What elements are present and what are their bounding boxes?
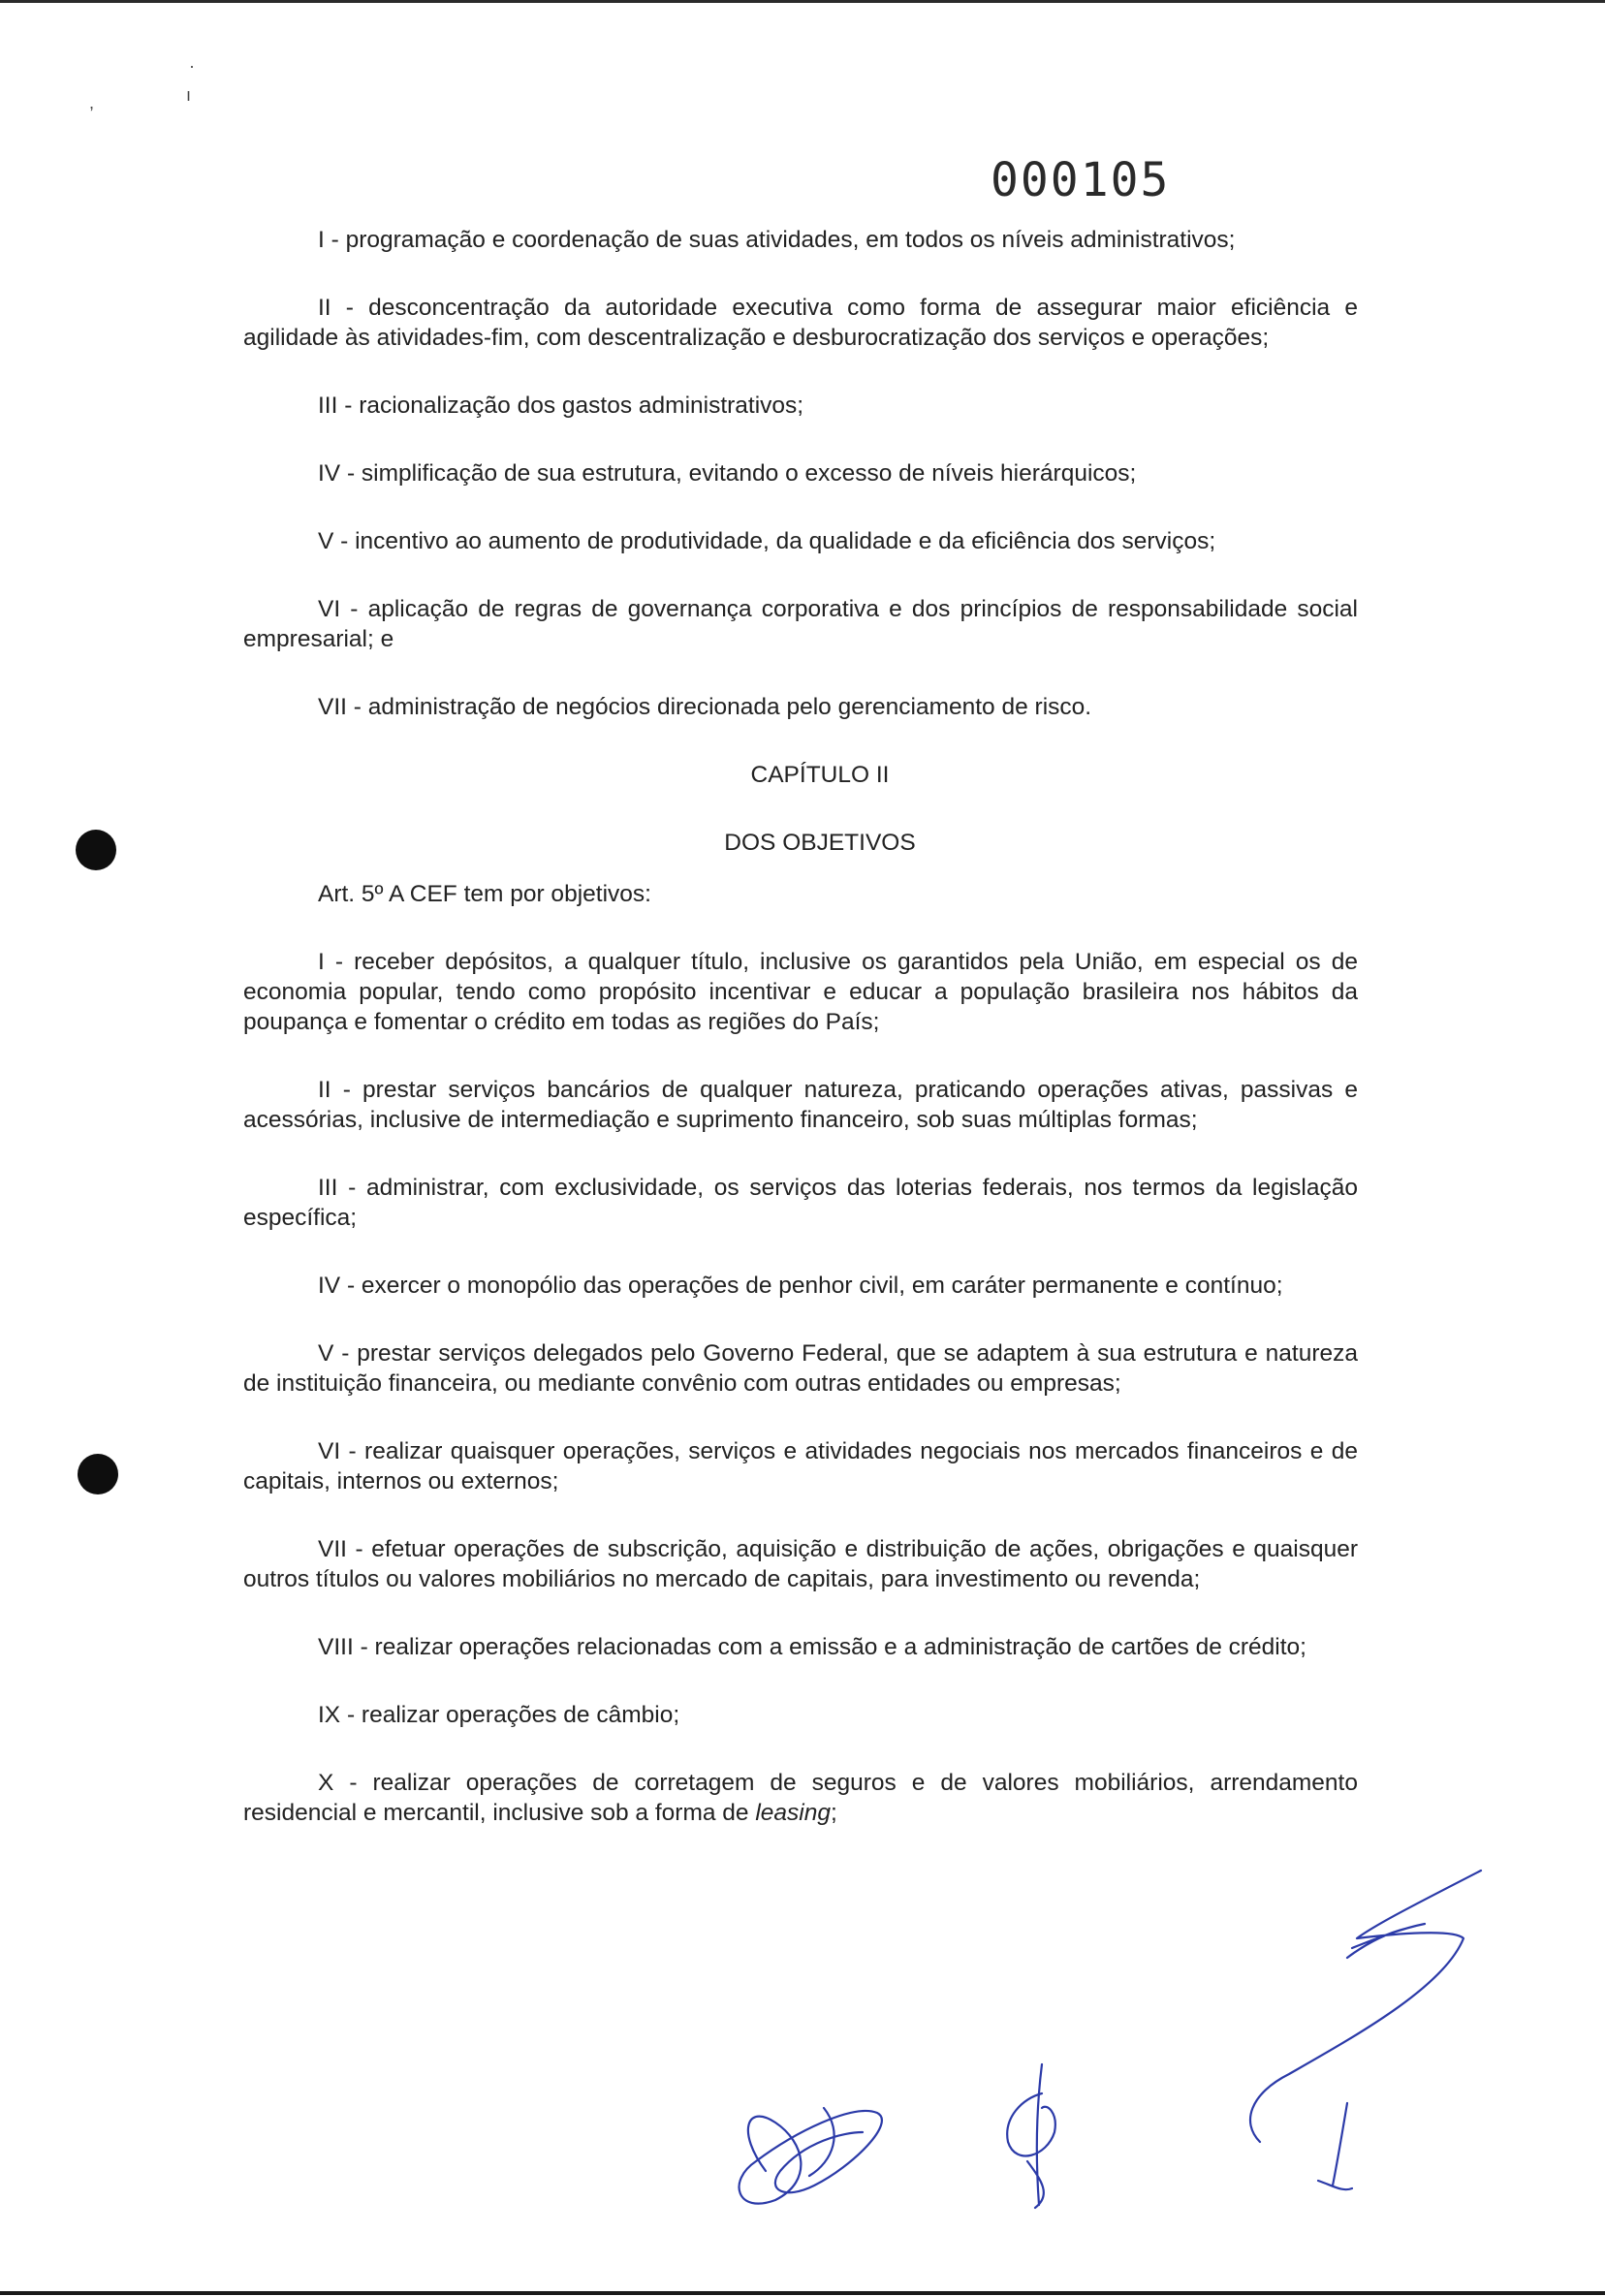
objective-item: III - administrar, com exclusividade, os serviços das loterias federais, nos termos da legislação específica;	[243, 1175, 1358, 1231]
list-item: VI - aplicação de regras de governança corporativa e dos princípios de responsabilidade social empresarial; e	[243, 596, 1358, 652]
list-item: VII - administração de negócios direcionada pelo gerenciamento de risco.	[318, 694, 1092, 720]
list-item: IV - simplificação de sua estrutura, evitando o excesso de níveis hierárquicos;	[318, 460, 1137, 487]
objective-item-last	[243, 1768, 1358, 1828]
article-label: Art. 5º	[318, 881, 384, 907]
scan-top-edge	[0, 0, 1605, 3]
scan-speck: ,	[89, 93, 95, 112]
objective-item: I - receber depósitos, a qualquer título, inclusive os garantidos pela União, em especial os de economia popular, tendo como propósito incentivar e educar a população brasileira nos hábitos da poupança e fomentar o crédito em todas as regiões do País;	[243, 949, 1358, 1035]
binder-hole	[76, 830, 116, 870]
objective-item: VIII - realizar operações relacionadas com a emissão e a administração de cartões de crédito;	[318, 1634, 1306, 1660]
list-item: V - incentivo ao aumento de produtividade, da qualidade e da eficiência dos serviços;	[318, 528, 1216, 554]
objective-item: VII - efetuar operações de subscrição, aquisição e distribuição de ações, obrigações e quaisquer outros títulos ou valores mobiliários no mercado de capitais, para investimento ou revenda;	[243, 1536, 1358, 1592]
scan-bottom-edge	[0, 2291, 1605, 2295]
chapter-title: CAPÍTULO II	[750, 762, 890, 788]
article-heading	[243, 879, 1358, 909]
signature-right	[1250, 1871, 1481, 2142]
objective-item: V - prestar serviços delegados pelo Governo Federal, que se adaptem à sua estrutura e natureza de instituição financeira, ou mediante convênio com outras entidades ou empresas;	[243, 1340, 1358, 1397]
list-item: II - desconcentração da autoridade executiva como forma de assegurar maior eficiência e agilidade às atividades-fim, com descentralização e desburocratização dos serviços e operações;	[243, 295, 1358, 351]
list-item: I - programação e coordenação de suas atividades, em todos os níveis administrativos;	[318, 227, 1236, 253]
objective-item: II - prestar serviços bancários de qualquer natureza, praticando operações ativas, passivas e acessórias, inclusive de intermediação e suprimento financeiro, sob suas múltiplas formas;	[243, 1077, 1358, 1133]
binder-hole	[78, 1454, 118, 1494]
signature-left	[740, 2108, 882, 2204]
objective-last-text: X - realizar operações de corretagem de seguros e de valores mobiliários, arrendamento residencial e mercantil, inclusive sob a forma de	[243, 1770, 1358, 1826]
signature-center	[1007, 2064, 1055, 2208]
document-body	[243, 225, 1358, 1828]
article-text: A CEF tem por objetivos:	[388, 881, 651, 907]
scan-speck: ·	[189, 56, 195, 76]
list-item: III - racionalização dos gastos administrativos;	[318, 393, 804, 419]
objective-item: IV - exercer o monopólio das operações de penhor civil, em caráter permanente e contínuo;	[318, 1273, 1283, 1299]
chapter-subtitle: DOS OBJETIVOS	[724, 830, 916, 856]
objective-last-end: ;	[831, 1800, 837, 1826]
objective-last-italic: leasing	[755, 1800, 831, 1826]
scan-speck: ı	[186, 85, 192, 105]
objective-item: IX - realizar operações de câmbio;	[318, 1702, 680, 1728]
signature-small	[1318, 2103, 1352, 2189]
page-number-stamp: 000105	[991, 153, 1171, 207]
objective-item: VI - realizar quaisquer operações, serviços e atividades negociais nos mercados financeiros e de capitais, internos ou externos;	[243, 1438, 1358, 1494]
